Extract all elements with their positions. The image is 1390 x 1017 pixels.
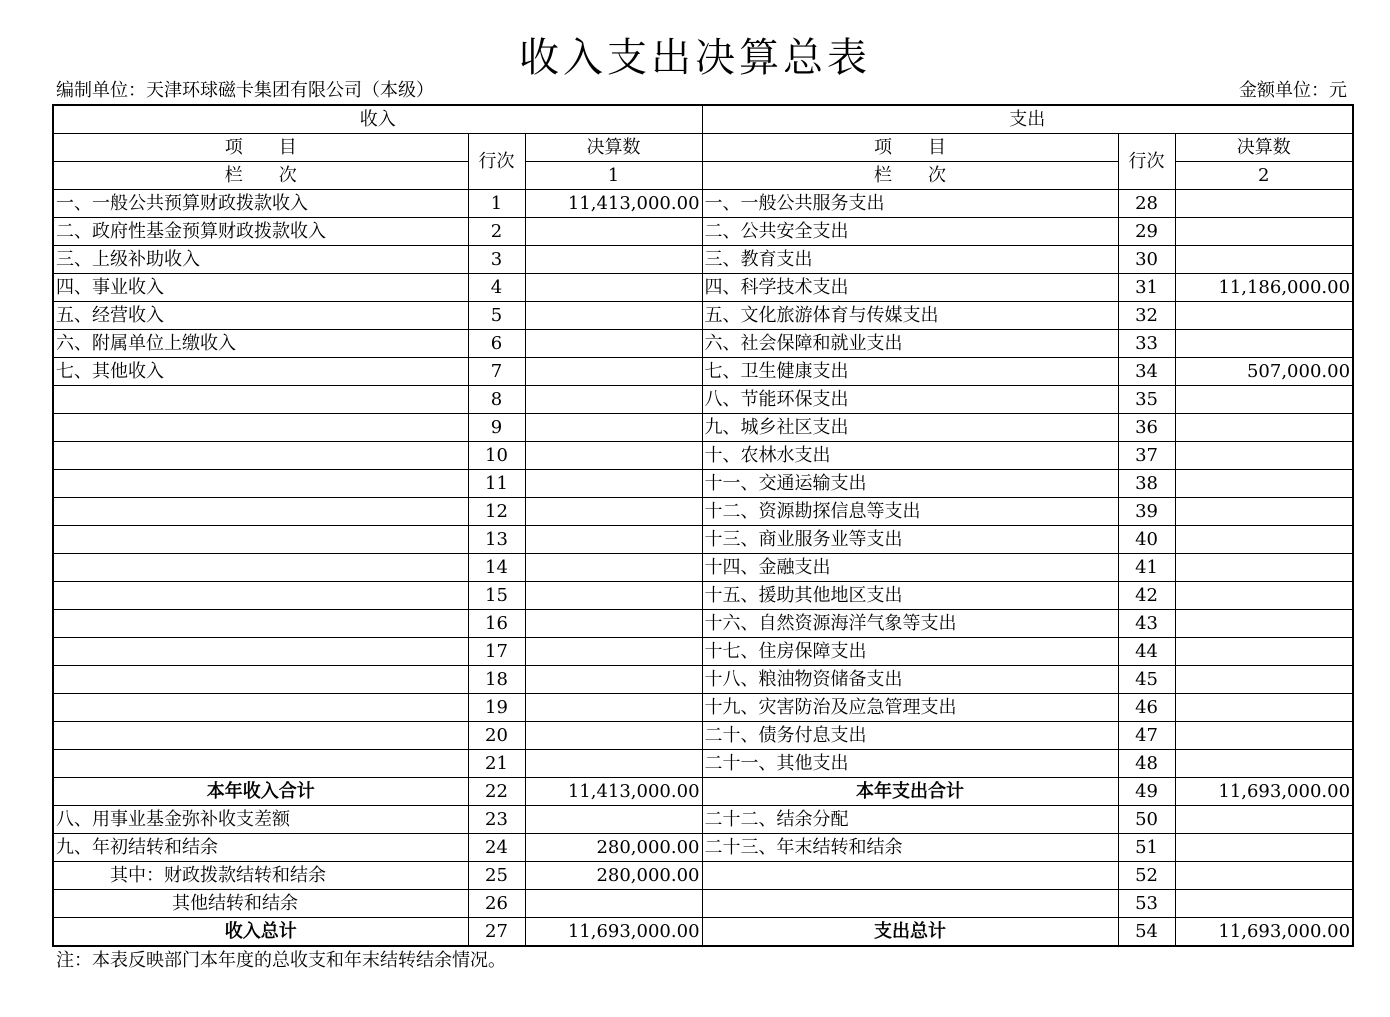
income-row-number: 15: [468, 582, 525, 610]
expense-item-label: 七、卫生健康支出: [702, 358, 1118, 386]
income-item-label: [53, 526, 468, 554]
expense-item-label: 十二、资源勘探信息等支出: [702, 498, 1118, 526]
expense-item-label: [702, 890, 1118, 918]
expense-item-label: 八、节能环保支出: [702, 386, 1118, 414]
income-row-number: 26: [468, 890, 525, 918]
income-item-header: 项 目: [53, 134, 468, 162]
expense-row-number: 44: [1118, 638, 1175, 666]
income-row-number: 9: [468, 414, 525, 442]
income-item-label: 本年收入合计: [53, 778, 468, 806]
reporting-unit: 编制单位：天津环球磁卡集团有限公司（本级）: [56, 80, 434, 101]
income-row-number: 24: [468, 834, 525, 862]
expense-row-number: 42: [1118, 582, 1175, 610]
income-item-label: 五、经营收入: [53, 302, 468, 330]
income-item-label: [53, 414, 468, 442]
expense-amount: 11,693,000.00: [1175, 918, 1353, 947]
expense-item-label: 十四、金融支出: [702, 554, 1118, 582]
expense-amount: 507,000.00: [1175, 358, 1353, 386]
expense-amount: [1175, 862, 1353, 890]
income-item-label: [53, 750, 468, 778]
expense-row-no-header: 行次: [1118, 134, 1175, 190]
table-row: [53, 638, 1353, 666]
income-amount: [525, 722, 702, 750]
expense-amount: [1175, 190, 1353, 218]
expense-item-label: 支出总计: [702, 918, 1118, 947]
income-row-number: 5: [468, 302, 525, 330]
income-column-number: 1: [525, 162, 702, 190]
income-row-number: 20: [468, 722, 525, 750]
table-row: [53, 246, 1353, 274]
expense-item-label: 四、科学技术支出: [702, 274, 1118, 302]
expense-row-number: 45: [1118, 666, 1175, 694]
income-item-label: 收入总计: [53, 918, 468, 947]
income-item-label: [53, 582, 468, 610]
income-row-number: 25: [468, 862, 525, 890]
footnote: 注：本表反映部门本年度的总收支和年末结转结余情况。: [56, 950, 506, 971]
expense-amount: [1175, 442, 1353, 470]
income-amount: [525, 330, 702, 358]
income-amount: [525, 414, 702, 442]
expense-amount: [1175, 330, 1353, 358]
income-row-number: 12: [468, 498, 525, 526]
table-row: [53, 722, 1353, 750]
income-row-number: 13: [468, 526, 525, 554]
income-amount: [525, 386, 702, 414]
table-row: [53, 330, 1353, 358]
table-row: [53, 666, 1353, 694]
income-row-number: 18: [468, 666, 525, 694]
income-row-number: 2: [468, 218, 525, 246]
expense-item-label: 二十三、年末结转和结余: [702, 834, 1118, 862]
income-item-label: [53, 386, 468, 414]
income-row-number: 10: [468, 442, 525, 470]
table-row: [53, 218, 1353, 246]
expense-row-number: 37: [1118, 442, 1175, 470]
income-row-number: 8: [468, 386, 525, 414]
income-item-label: [53, 610, 468, 638]
expense-row-number: 54: [1118, 918, 1175, 947]
income-row-number: 22: [468, 778, 525, 806]
income-amount: 280,000.00: [525, 834, 702, 862]
income-row-number: 21: [468, 750, 525, 778]
income-item-label: [53, 554, 468, 582]
income-row-number: 17: [468, 638, 525, 666]
expense-row-number: 30: [1118, 246, 1175, 274]
expense-item-label: 十七、住房保障支出: [702, 638, 1118, 666]
expense-item-label: 一、一般公共服务支出: [702, 190, 1118, 218]
expense-amount: [1175, 554, 1353, 582]
expense-amount-header: 决算数: [1175, 134, 1353, 162]
income-amount: [525, 218, 702, 246]
expense-item-label: 二十一、其他支出: [702, 750, 1118, 778]
income-item-label: 三、上级补助收入: [53, 246, 468, 274]
expense-item-label: 六、社会保障和就业支出: [702, 330, 1118, 358]
table-row: [53, 834, 1353, 862]
table-row: [53, 498, 1353, 526]
expense-amount: [1175, 750, 1353, 778]
income-amount: [525, 554, 702, 582]
expense-amount: [1175, 834, 1353, 862]
income-amount: [525, 694, 702, 722]
expense-amount: 11,186,000.00: [1175, 274, 1353, 302]
income-item-label: 八、用事业基金弥补收支差额: [53, 806, 468, 834]
expense-amount: [1175, 386, 1353, 414]
table-row: [53, 890, 1353, 918]
expense-amount: [1175, 610, 1353, 638]
income-amount: 280,000.00: [525, 862, 702, 890]
expense-row-number: 39: [1118, 498, 1175, 526]
income-amount: [525, 806, 702, 834]
expense-item-label: 十一、交通运输支出: [702, 470, 1118, 498]
expense-item-label: 十五、援助其他地区支出: [702, 582, 1118, 610]
income-item-label: 其他结转和结余: [53, 890, 468, 918]
income-amount: [525, 246, 702, 274]
income-item-label: 二、政府性基金预算财政拨款收入: [53, 218, 468, 246]
income-row-number: 3: [468, 246, 525, 274]
expense-section-header: 支出: [702, 105, 1353, 134]
expense-row-number: 49: [1118, 778, 1175, 806]
income-item-label: [53, 470, 468, 498]
expense-row-number: 35: [1118, 386, 1175, 414]
income-amount: [525, 358, 702, 386]
total-row: [53, 918, 1353, 947]
expense-amount: [1175, 582, 1353, 610]
expense-column-number: 2: [1175, 162, 1353, 190]
income-amount: [525, 750, 702, 778]
expense-item-label: 五、文化旅游体育与传媒支出: [702, 302, 1118, 330]
income-row-number: 6: [468, 330, 525, 358]
expense-item-label: 十、农林水支出: [702, 442, 1118, 470]
expense-amount: [1175, 890, 1353, 918]
income-amount: [525, 442, 702, 470]
income-row-number: 1: [468, 190, 525, 218]
expense-row-number: 50: [1118, 806, 1175, 834]
expense-amount: [1175, 246, 1353, 274]
expense-row-number: 46: [1118, 694, 1175, 722]
income-amount: [525, 582, 702, 610]
income-item-label: 九、年初结转和结余: [53, 834, 468, 862]
expense-item-header: 项 目: [702, 134, 1118, 162]
header-row-columns: [53, 134, 1353, 162]
table-row: [53, 274, 1353, 302]
expense-item-label: 二、公共安全支出: [702, 218, 1118, 246]
income-section-header: 收入: [53, 105, 702, 134]
budget-table: [52, 104, 1354, 947]
expense-row-number: 52: [1118, 862, 1175, 890]
income-item-label: [53, 666, 468, 694]
income-amount: [525, 302, 702, 330]
expense-amount: 11,693,000.00: [1175, 778, 1353, 806]
income-item-label: [53, 694, 468, 722]
table-row: [53, 750, 1353, 778]
expense-item-label: 本年支出合计: [702, 778, 1118, 806]
income-row-number: 11: [468, 470, 525, 498]
income-amount-header: 决算数: [525, 134, 702, 162]
income-amount: [525, 470, 702, 498]
income-item-label: [53, 638, 468, 666]
subtotal-row: [53, 778, 1353, 806]
income-item-label: [53, 498, 468, 526]
expense-column-label: 栏 次: [702, 162, 1118, 190]
expense-amount: [1175, 470, 1353, 498]
table-row: [53, 806, 1353, 834]
expense-item-label: 二十、债务付息支出: [702, 722, 1118, 750]
income-column-label: 栏 次: [53, 162, 468, 190]
expense-row-number: 51: [1118, 834, 1175, 862]
income-amount: [525, 638, 702, 666]
table-row: [53, 442, 1353, 470]
expense-amount: [1175, 722, 1353, 750]
expense-amount: [1175, 498, 1353, 526]
income-row-number: 23: [468, 806, 525, 834]
table-row: [53, 610, 1353, 638]
header-row-sections: [53, 105, 1353, 134]
expense-row-number: 48: [1118, 750, 1175, 778]
expense-row-number: 33: [1118, 330, 1175, 358]
expense-amount: [1175, 694, 1353, 722]
expense-row-number: 38: [1118, 470, 1175, 498]
income-item-label: [53, 722, 468, 750]
expense-row-number: 31: [1118, 274, 1175, 302]
income-amount: 11,693,000.00: [525, 918, 702, 947]
expense-row-number: 36: [1118, 414, 1175, 442]
income-amount: [525, 498, 702, 526]
income-item-label: 六、附属单位上缴收入: [53, 330, 468, 358]
income-item-label: 四、事业收入: [53, 274, 468, 302]
expense-amount: [1175, 414, 1353, 442]
income-amount: [525, 274, 702, 302]
expense-amount: [1175, 302, 1353, 330]
expense-row-number: 43: [1118, 610, 1175, 638]
expense-row-number: 53: [1118, 890, 1175, 918]
expense-row-number: 32: [1118, 302, 1175, 330]
expense-amount: [1175, 218, 1353, 246]
expense-item-label: 十六、自然资源海洋气象等支出: [702, 610, 1118, 638]
table-row: [53, 190, 1353, 218]
table-row: [53, 554, 1353, 582]
income-row-no-header: 行次: [468, 134, 525, 190]
table-row: [53, 582, 1353, 610]
expense-item-label: [702, 862, 1118, 890]
table-body: [53, 105, 1353, 946]
table-row: [53, 470, 1353, 498]
expense-row-number: 40: [1118, 526, 1175, 554]
currency-unit: 金额单位：元: [1239, 80, 1347, 101]
income-row-number: 7: [468, 358, 525, 386]
expense-item-label: 十九、灾害防治及应急管理支出: [702, 694, 1118, 722]
expense-row-number: 47: [1118, 722, 1175, 750]
income-item-label: 七、其他收入: [53, 358, 468, 386]
table-row: [53, 358, 1353, 386]
income-row-number: 4: [468, 274, 525, 302]
expense-item-label: 十八、粮油物资储备支出: [702, 666, 1118, 694]
income-row-number: 16: [468, 610, 525, 638]
table-row: [53, 694, 1353, 722]
expense-amount: [1175, 806, 1353, 834]
income-row-number: 14: [468, 554, 525, 582]
expense-row-number: 29: [1118, 218, 1175, 246]
table-row: [53, 386, 1353, 414]
income-item-label: 一、一般公共预算财政拨款收入: [53, 190, 468, 218]
income-amount: [525, 666, 702, 694]
expense-amount: [1175, 666, 1353, 694]
table-row: [53, 302, 1353, 330]
page-title: 收入支出决算总表: [519, 35, 871, 81]
income-amount: 11,413,000.00: [525, 190, 702, 218]
expense-item-label: 九、城乡社区支出: [702, 414, 1118, 442]
expense-item-label: 十三、商业服务业等支出: [702, 526, 1118, 554]
income-amount: 11,413,000.00: [525, 778, 702, 806]
income-row-number: 19: [468, 694, 525, 722]
table-row: [53, 862, 1353, 890]
expense-row-number: 41: [1118, 554, 1175, 582]
expense-item-label: 三、教育支出: [702, 246, 1118, 274]
expense-amount: [1175, 638, 1353, 666]
expense-row-number: 34: [1118, 358, 1175, 386]
income-item-label: 其中：财政拨款结转和结余: [53, 862, 468, 890]
table-row: [53, 526, 1353, 554]
expense-row-number: 28: [1118, 190, 1175, 218]
table-row: [53, 414, 1353, 442]
income-amount: [525, 890, 702, 918]
income-amount: [525, 526, 702, 554]
expense-amount: [1175, 526, 1353, 554]
expense-item-label: 二十二、结余分配: [702, 806, 1118, 834]
income-item-label: [53, 442, 468, 470]
income-row-number: 27: [468, 918, 525, 947]
income-amount: [525, 610, 702, 638]
